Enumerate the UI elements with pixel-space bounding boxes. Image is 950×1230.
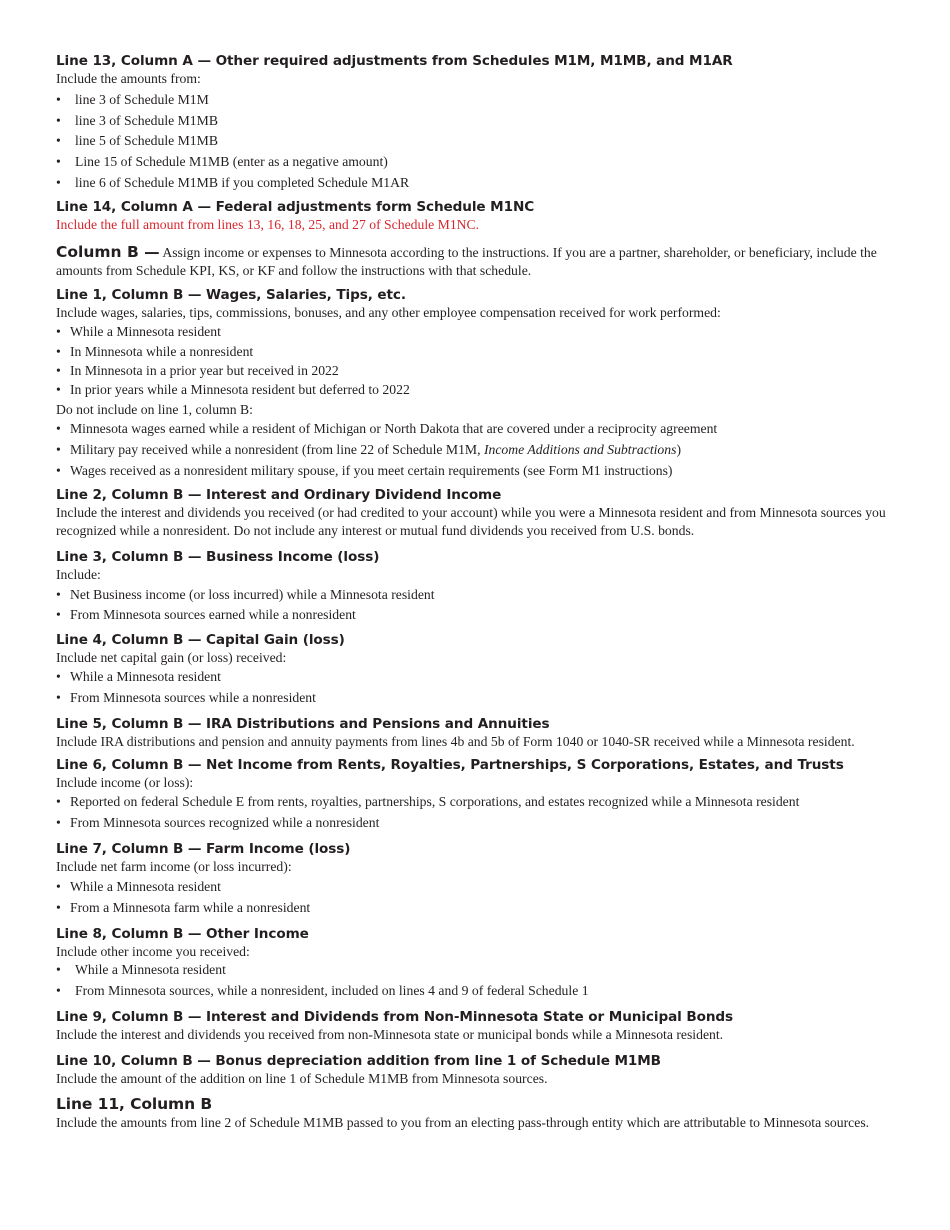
heading-line-9: Line 9, Column B — Interest and Dividends from Non-Minnesota State or Municipal Bonds [56, 1008, 734, 1025]
list-line-4 [56, 668, 926, 707]
heading-line-11: Line 11, Column B [56, 1094, 213, 1113]
text-line-5: Include IRA distributions and pension and annuity payments from lines 4b and 5b of Form 1040 or 1040-SR received while a Minnesota resident. [56, 734, 855, 750]
list-item: • Minnesota wages earned while a resident of Michigan or North Dakota that are covered under a reciprocity agreement [56, 421, 718, 437]
text-line-9: Include the interest and dividends you received from non-Minnesota state or municipal bonds while a Minnesota resident. [56, 1026, 724, 1042]
heading-line-1: Line 1, Column B — Wages, Salaries, Tips, etc. [56, 286, 406, 303]
intro-line-13: Include the amounts from: [56, 71, 201, 86]
intro2-line-1: Do not include on line 1, column B: [56, 402, 253, 418]
heading-line-2: Line 2, Column B — Interest and Ordinary Dividend Income [56, 487, 502, 504]
list-item: • Line 15 of Schedule M1MB (enter as a negative amount) [56, 154, 388, 170]
section-line-5-column-b [56, 715, 926, 751]
list-item: • Military pay received while a nonresident (from line 22 of Schedule M1M, Income Additions and Subtractions) [56, 442, 682, 458]
list-item: • line 3 of Schedule M1MB [56, 112, 218, 128]
section-line-11-column-b [56, 1094, 926, 1132]
list2-line-1 [56, 420, 926, 480]
list-item: • Net Business income (or loss incurred) while a Minnesota resident [56, 586, 435, 602]
section-line-14-column-a [56, 198, 926, 234]
section-line-6-column-b [56, 756, 926, 832]
section-line-2-column-b [56, 486, 926, 540]
list-item: • From a Minnesota farm while a nonresident [56, 899, 311, 915]
list-item: • From Minnesota sources, while a nonresident, included on lines 4 and 9 of federal Schedule 1 [56, 982, 589, 998]
list-item: • Reported on federal Schedule E from rents, royalties, partnerships, S corporations, and estates recognized while a Minnesota resident [56, 794, 800, 810]
intro-line-3: Include: [56, 567, 101, 583]
list-item: • In Minnesota in a prior year but received in 2022 [56, 362, 339, 378]
heading-line-13: Line 13, Column A — Other required adjustments from Schedules M1M, M1MB, and M1AR [56, 53, 733, 69]
list-line-3 [56, 586, 926, 624]
text-line-2: Include the interest and dividends you received (or had credited to your account) while you were a Minnesota resident and from Minnesota sources you recognized while a nonresident. Do not include any interest or mutual fund dividends you received from U.S. bonds. [56, 505, 886, 539]
heading-line-6: Line 6, Column B — Net Income from Rents, Royalties, Partnerships, S Corporations, Estates, and Trusts [56, 757, 844, 774]
list-item: • While a Minnesota resident [56, 324, 221, 340]
text-line-11: Include the amounts from line 2 of Schedule M1MB passed to you from an electing pass-through entity which are attributable to Minnesota sources. [56, 1114, 870, 1130]
section-line-4-column-b [56, 631, 926, 707]
section-line-3-column-b [56, 548, 926, 623]
list-item: • line 6 of Schedule M1MB if you completed Schedule M1AR [56, 174, 410, 190]
column-b-intro: Column B — Assign income or expenses to Minnesota according to the instructions. If you are a partner, shareholder, or beneficiary, include the amounts from Schedule KPI, KS, or KF and follow the instructions with that schedule. [56, 242, 877, 278]
heading-line-4: Line 4, Column B — Capital Gain (loss) [56, 631, 345, 648]
intro-line-1: Include wages, salaries, tips, commissions, bonuses, and any other employee compensation received for work performed: [56, 304, 721, 320]
intro-line-6: Include income (or loss): [56, 775, 194, 791]
section-line-7-column-b [56, 840, 926, 916]
heading-line-3: Line 3, Column B — Business Income (loss) [56, 549, 380, 566]
section-line-10-column-b [56, 1052, 926, 1088]
section-line-9-column-b [56, 1008, 926, 1044]
list-item: • From Minnesota sources earned while a nonresident [56, 606, 356, 622]
section-line-13-column-a [56, 52, 926, 192]
list-item: • line 5 of Schedule M1MB [56, 133, 218, 149]
list-line-1 [56, 323, 926, 399]
list-line-6 [56, 793, 926, 832]
list-item: • From Minnesota sources recognized while a nonresident [56, 815, 380, 831]
heading-line-10: Line 10, Column B — Bonus depreciation addition from line 1 of Schedule M1MB [56, 1052, 661, 1069]
heading-line-14: Line 14, Column A — Federal adjustments form Schedule M1NC [56, 198, 535, 215]
section-line-1-column-b [56, 286, 926, 480]
list-item: • While a Minnesota resident [56, 961, 226, 977]
list-item: • While a Minnesota resident [56, 669, 221, 685]
list-line-7 [56, 878, 926, 917]
list-item: • While a Minnesota resident [56, 878, 221, 894]
list-line-13 [56, 91, 926, 192]
instructions-page [56, 52, 926, 1132]
heading-line-5: Line 5, Column B — IRA Distributions and Pensions and Annuities [56, 716, 550, 733]
heading-line-8: Line 8, Column B — Other Income [56, 925, 309, 942]
section-column-b-intro [56, 243, 926, 280]
text-line-10: Include the amount of the addition on line 1 of Schedule M1MB from Minnesota sources. [56, 1070, 548, 1086]
intro-line-7: Include net farm income (or loss incurred): [56, 859, 292, 875]
intro-line-4: Include net capital gain (or loss) received: [56, 649, 287, 665]
section-line-8-column-b [56, 925, 926, 1000]
list-item: • line 3 of Schedule M1M [56, 91, 209, 107]
list-item: • In prior years while a Minnesota resident but deferred to 2022 [56, 382, 410, 398]
list-line-8 [56, 961, 926, 1000]
list-item: • In Minnesota while a nonresident [56, 343, 254, 359]
list-item: • Wages received as a nonresident military spouse, if you meet certain requirements (see Form M1 instructions) [56, 463, 673, 479]
heading-line-7: Line 7, Column B — Farm Income (loss) [56, 841, 351, 858]
text-line-14: Include the full amount from lines 13, 16, 18, 25, and 27 of Schedule M1NC. [56, 216, 480, 232]
column-b-lead: Column B — [56, 242, 160, 261]
list-item: • From Minnesota sources while a nonresident [56, 690, 316, 706]
intro-line-8: Include other income you received: [56, 943, 250, 959]
